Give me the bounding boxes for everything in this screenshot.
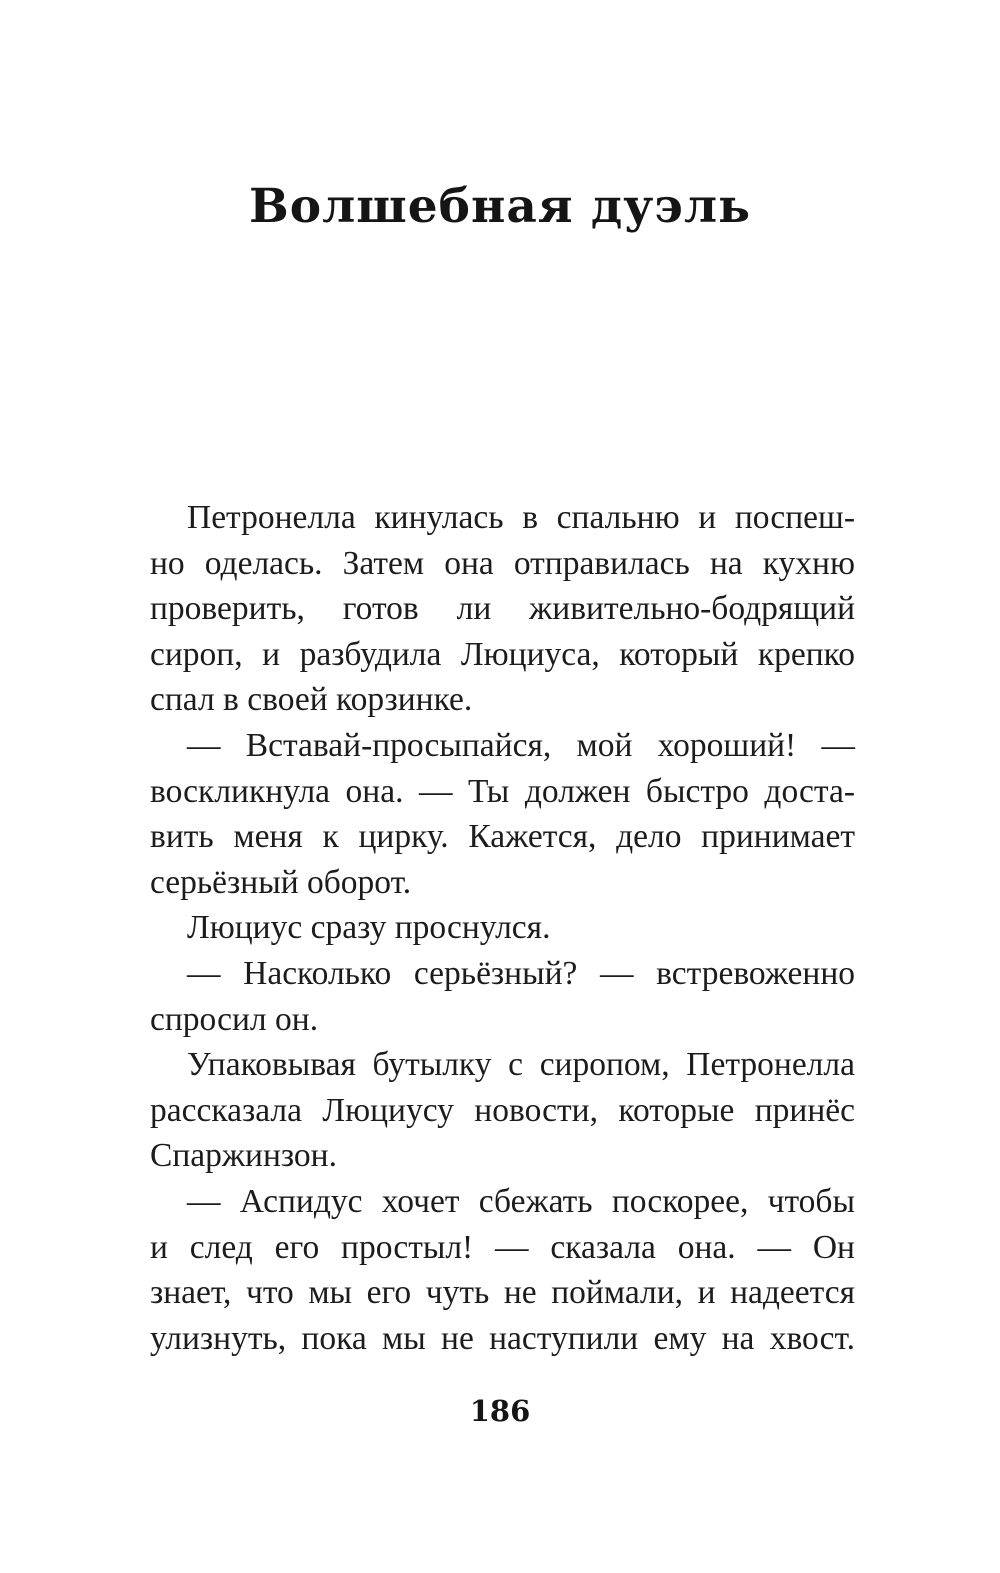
body-text bbox=[150, 495, 855, 1361]
text-line: и след его простыл! — сказала она. — Он bbox=[150, 1228, 855, 1266]
text-line: улизнуть, пока мы не наступили ему на хвост. bbox=[150, 1319, 855, 1357]
page-number: 186 bbox=[469, 1394, 531, 1428]
text-line: знает, что мы его чуть не поймали, и надеется bbox=[150, 1274, 855, 1312]
text-line: вить меня к цирку. Кажется, дело принимает bbox=[150, 818, 855, 856]
text-line: воскликнула она. — Ты должен быстро доста- bbox=[150, 772, 855, 810]
chapter-title: Волшебная дуэль bbox=[249, 179, 751, 234]
text-line: серьёзный оборот. bbox=[150, 863, 412, 901]
text-line: спросил он. bbox=[150, 1000, 319, 1038]
text-line: сироп, и разбудила Люциуса, который крепко bbox=[150, 635, 855, 673]
text-line: — Вставай-просыпайся, мой хороший! — bbox=[187, 726, 855, 764]
text-line: проверить, готов ли живительно-бодрящий bbox=[150, 590, 855, 628]
text-line: спал в своей корзинке. bbox=[150, 681, 473, 719]
text-line: Петронелла кинулась в спальню и поспеш- bbox=[187, 499, 855, 536]
text-line: Люциус сразу проснулся. bbox=[187, 909, 551, 947]
text-line: рассказала Люциусу новости, которые принёс bbox=[150, 1091, 855, 1129]
text-line: — Аспидус хочет сбежать поскорее, чтобы bbox=[187, 1182, 855, 1220]
text-line: Спаржинзон. bbox=[150, 1137, 337, 1175]
text-line: Упаковывая бутылку с сиропом, Петронелла bbox=[187, 1046, 855, 1084]
text-line: но оделась. Затем она отправилась на кухню bbox=[150, 544, 855, 582]
text-line: — Насколько серьёзный? — встревоженно bbox=[187, 954, 855, 992]
